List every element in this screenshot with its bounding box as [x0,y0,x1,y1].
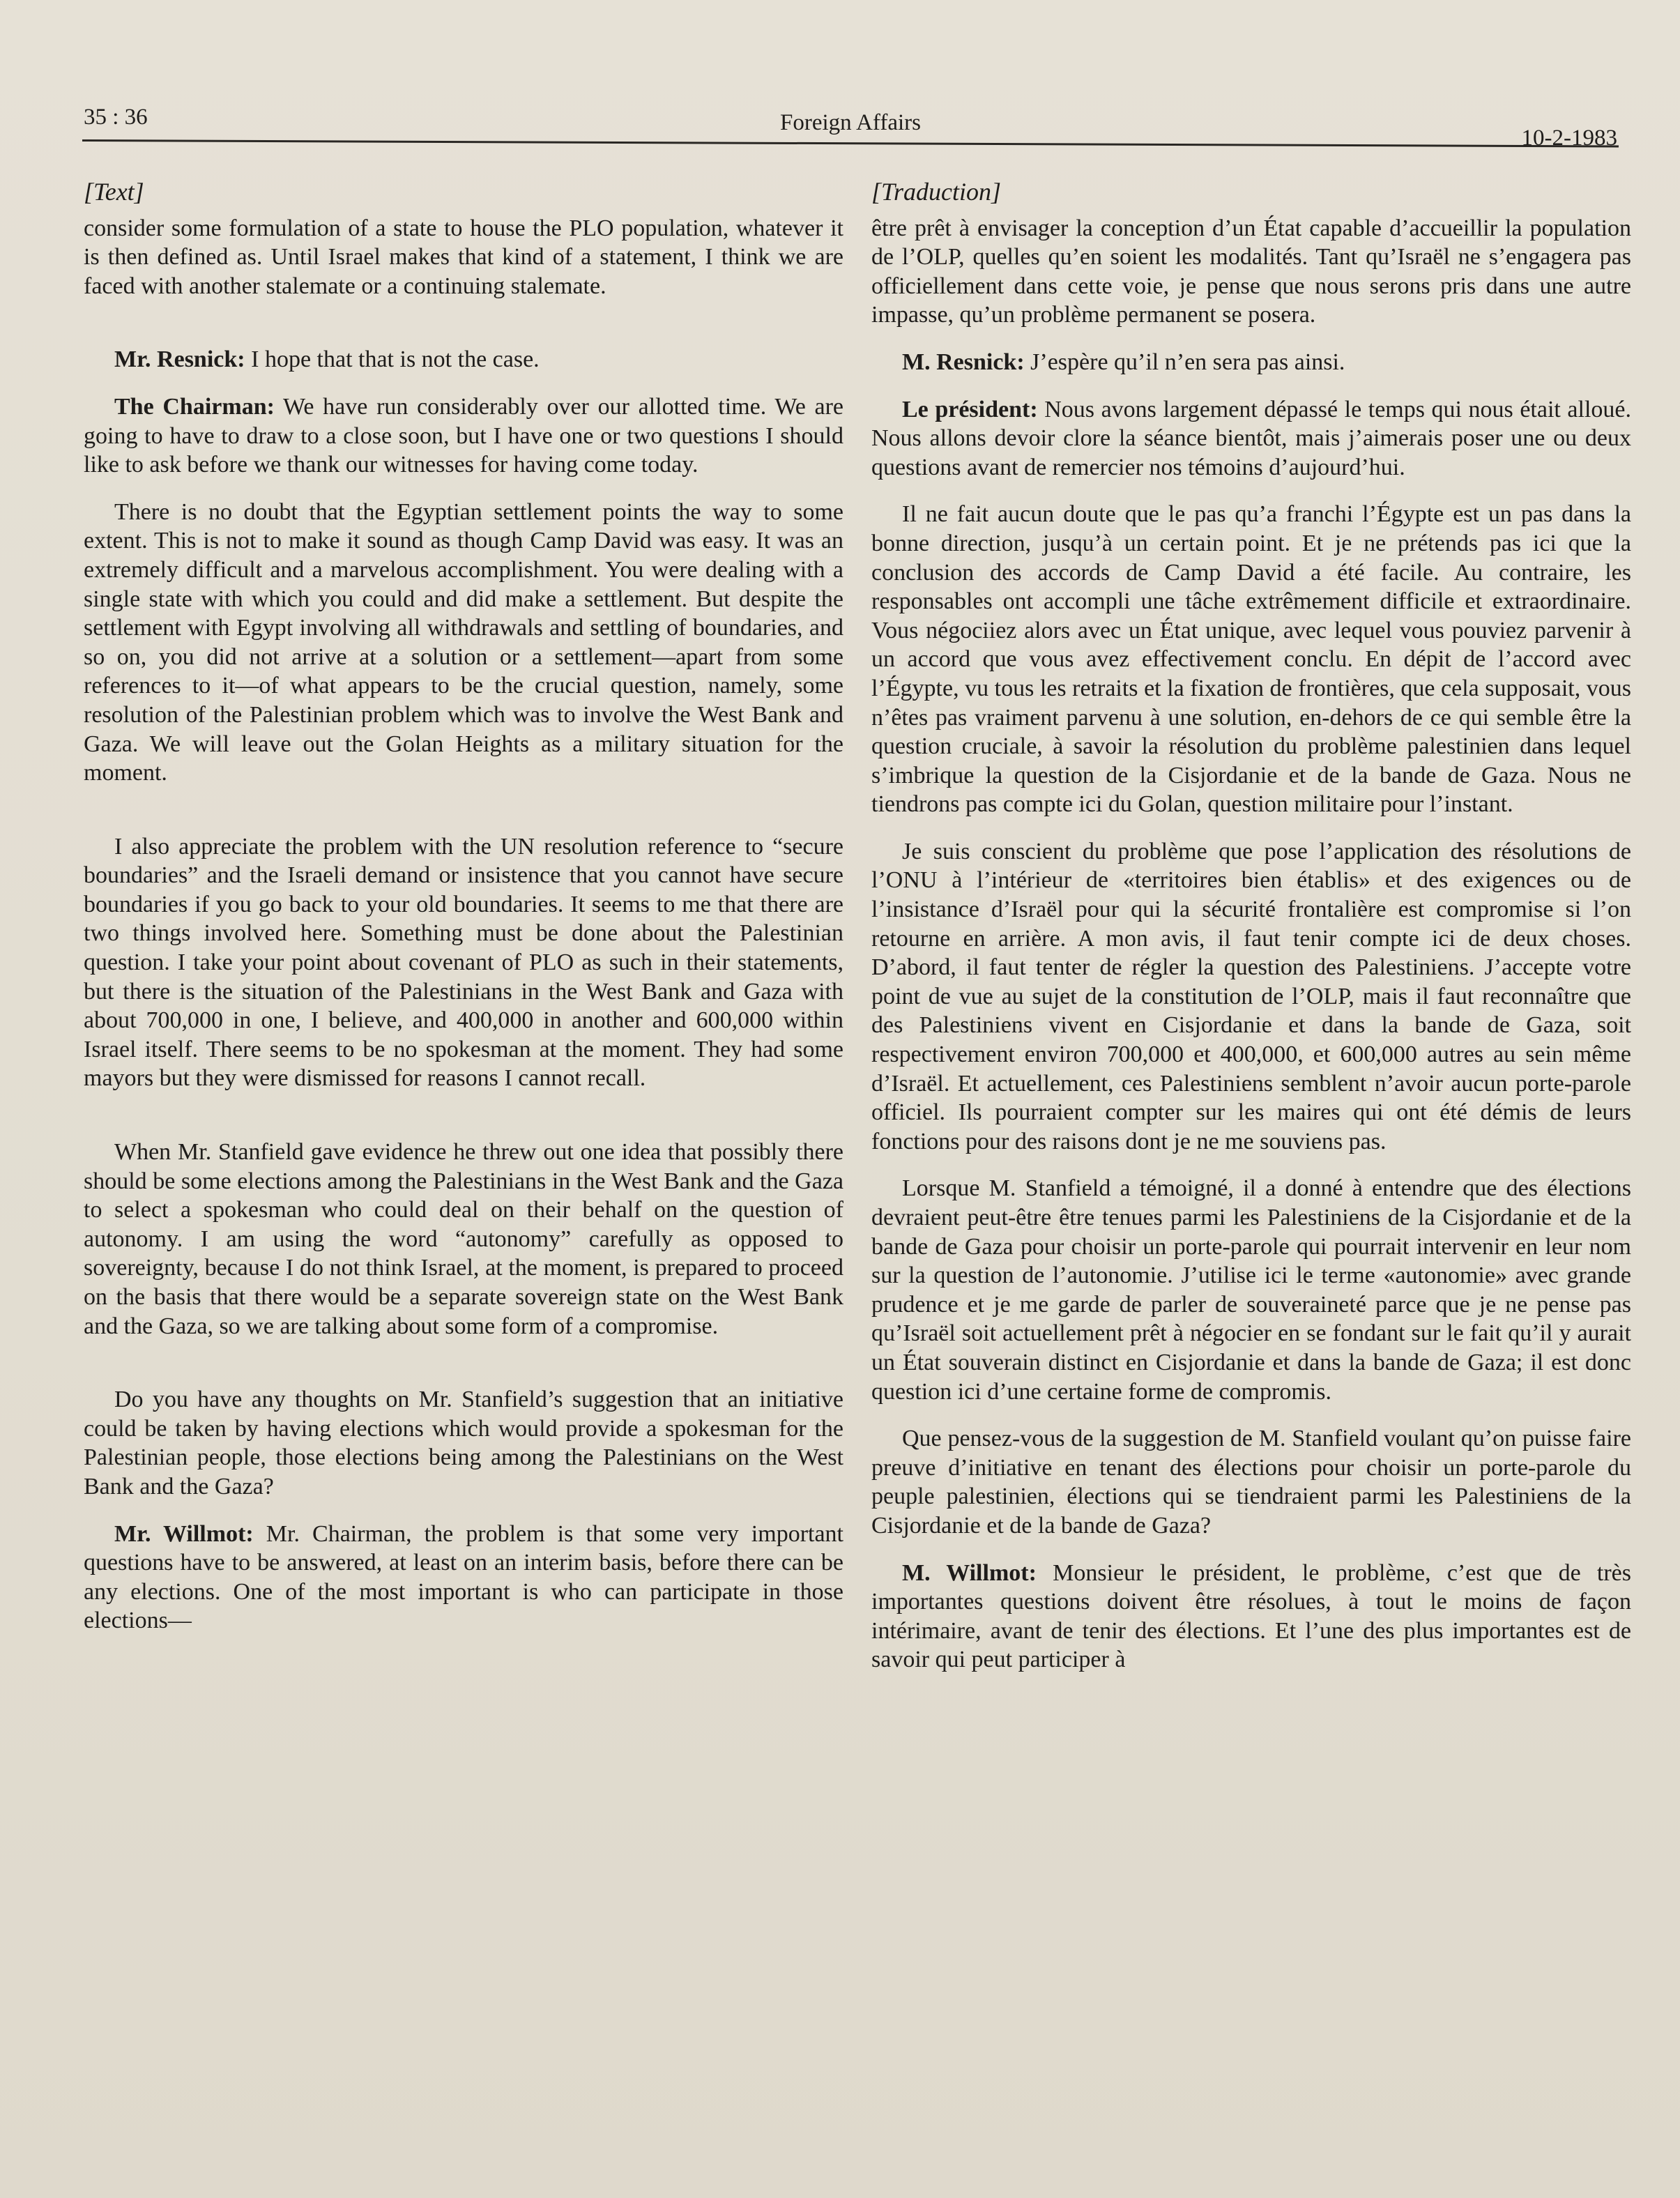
paragraph-text: I hope that that is not the case. [245,346,540,373]
speaker-name: The Chairman: [114,393,275,420]
paragraph [871,1424,1631,1540]
paragraph [84,1520,843,1635]
paragraph-text: Il ne fait aucun doute que le pas qu’a franchi l’Égypte est un pas dans la bonne direction, jusqu’à un certain point. Et je ne prétends pas ici que la conclusion des accords de Camp David a été facile. Au contraire, les responsables ont accompli une tâche extrêmement difficile et extraordinaire. Vous négociiez alors avec un État unique, avec lequel vous pouviez parvenir à un accord que vous avez effectivement conclu. En dépit de l’accord avec l’Égypte, vu tous les retraits et la fixation de frontières, que cela supposait, vous n’êtes pas vraiment parvenu à une solution, en-dehors de ce qui semble être la question cruciale, à savoir la résolution du problème palestinien dans lequel s’imbrique la question de la Cisjordanie et de la bande de Gaza. Nous ne tiendrons pas compte ici du Golan, question militaire pour l’instant. [871,501,1631,818]
header-date: 10-2-1983 [1521,125,1617,151]
paragraph-text: Mr. Chairman, the problem is that some very important questions have to be answered, at least on an interim basis, before there can be any elections. One of the most important is who can participate in those elections— [84,1520,844,1634]
paragraph-text: Lorsque M. Stanfield a témoigné, il a donné à entendre que des élections devraient peut-être être tenues parmi les Palestiniens de la Cisjordanie et de la bande de Gaza pour choisir un porte-parole qui pourrait intervenir en leur nom sur la question de l’autonomie. J’utilise ici le terme «autonomie» avec grande prudence et je me garde de parler de souveraineté parce que je ne pense pas qu’Israël soit actuellement prêt à négocier en se fondant sur le fait qu’il y aurait un État souverain distinct en Cisjordanie et dans la bande de Gaza; il est donc question ici d’une certaine forme de compromis. [871,1175,1631,1405]
paragraph-text: I also appreciate the problem with the UN resolution reference to “secure boundaries” and the Israeli demand or insistence that you cannot have secure boundaries if you go back to your old boundaries. It seems to me that there are two things involved here. Something must be done about the Palestinian question. I take your point about covenant of PLO as such in their statements, but there is the situation of the Palestinians in the West Bank and Gaza with about 700,000 in one, I believe, and 400,000 in another and 600,000 within Israel itself. There seems to be no spokesman at the moment. They had some mayors but they were dismissed for reasons I cannot recall. [84,833,843,1092]
column-label: [Traduction] [871,178,1002,206]
publication-title: Foreign Affairs [780,110,921,135]
paragraph-text: Je suis conscient du problème que pose l’application des résolutions de l’ONU à l’intérieur de «territoires bien établis» et des exigences ou de l’insistance d’Israël pour qui la sécurité frontalière est compromise si l’on retourne en arrière. A mon avis, il faut tenir compte ici de deux choses. D’abord, il faut tenter de régler la question des Palestiniens. J’accepte votre point de vue au sujet de la constitution de l’OLP, mais il faut reconnaître que des Palestiniens vivent en Cisjordanie et dans la bande de Gaza, soit respectivement environ 700,000 et 400,000, et 600,000 autres au sein même d’Israël. Et actuellement, ces Palestiniens semblent n’avoir aucun porte-parole officiel. Ils pourraient compter sur les maires qui ont été démis de leurs fonctions pour des raisons dont je ne me souviens pas. [871,838,1631,1154]
paragraph [871,837,1631,1157]
speaker-name: Le président: [902,396,1038,422]
paragraph [84,498,843,788]
paragraph [871,214,1631,330]
paragraph [871,348,1631,377]
paragraph [871,1174,1631,1406]
paragraph [871,395,1631,482]
paragraph-text: Do you have any thoughts on Mr. Stanfield’s suggestion that an initiative could be taken by having elections which would provide a spokesman for the Palestinian people, those elections being among the Palestinians on the West Bank and the Gaza? [84,1387,843,1499]
page-number: 35 : 36 [84,105,148,130]
paragraph-text: There is no doubt that the Egyptian settlement points the way to some extent. This is not to make it sound as though Camp David was easy. It was an extremely difficult and a marvelous accomplishment. You were dealing with a single state with which you could and did make a settlement. But despite the settlement with Egypt involving all withdrawals and settling of boundaries, and so on, you did not arrive at a solution or a settlement—apart from some references to it—of what appears to be the crucial question, namely, some resolution of the Palestinian problem which was to involve the West Bank and Gaza. We will leave out the Golan Heights as a military situation for the moment. [84,498,843,786]
paragraph [84,1385,843,1501]
paragraph-text: Que pensez-vous de la suggestion de M. Stanfield voulant qu’on puisse faire preuve d’initiative en tenant des élections pour choisir un porte-parole du peuple palestinien, élections qui se tiendraient parmi les Palestiniens de la Cisjordanie et de la bande de Gaza? [871,1426,1631,1539]
english-column [84,178,843,1654]
column-label: [Text] [84,178,144,206]
speaker-name: M. Resnick: [902,349,1025,375]
paragraph [84,832,843,1093]
paragraph-text: Nous avons largement dépassé le temps qui nous était alloué. Nous allons devoir clore la séance bientôt, mais j’aimerais poser une ou deux questions avant de remercier nos témoins d’aujourd’hui. [871,396,1631,480]
paragraph-text: We have run considerably over our allotted time. We are going to have to draw to a close soon, but I have one or two questions I should like to ask before we thank our witnesses for having come today. [84,393,843,478]
paragraph [84,392,843,480]
paragraph [84,214,843,301]
paragraph [871,1559,1631,1674]
paragraph-text: When Mr. Stanfield gave evidence he threw out one idea that possibly there should be some elections among the Palestinians in the West Bank and the Gaza to select a spokesman who could deal on their behalf on the question of autonomy. I am using the word “autonomy” carefully as opposed to sovereignty, because I do not think Israel, at the moment, is prepared to proceed on the basis that there would be a separate sovereign state on the West Bank and the Gaza, so we are talking about some form of a compromise. [84,1139,843,1339]
paragraph [84,1138,843,1341]
speaker-name: M. Willmot: [902,1559,1037,1586]
paragraph-text: Monsieur le président, le problème, c’est que de très importantes questions doivent être résolues, à tout le moins de façon intérimaire, avant de tenir des élections. Et l’une des plus importantes est de savoir qui peut participer à [871,1559,1632,1673]
paragraph-text: J’espère qu’il n’en sera pas ainsi. [1024,349,1345,375]
paragraph [84,345,843,374]
speaker-name: Mr. Resnick: [114,346,245,373]
french-column [871,178,1631,1693]
paragraph-text: consider some formulation of a state to house the PLO population, whatever it is then defined as. Until Israel makes that kind of a statement, I think we are faced with another stalemate or a continuing stalemate. [84,215,843,299]
paragraph [871,500,1631,819]
paragraph-text: être prêt à envisager la conception d’un État capable d’accueillir la population de l’OLP, quelles qu’en soient les modalités. Tant qu’Israël ne s’engagera pas officiellement dans cette voie, je pense que nous serons pris dans une autre impasse, qu’un problème permanent se posera. [871,215,1631,328]
speaker-name: Mr. Willmot: [114,1520,254,1547]
